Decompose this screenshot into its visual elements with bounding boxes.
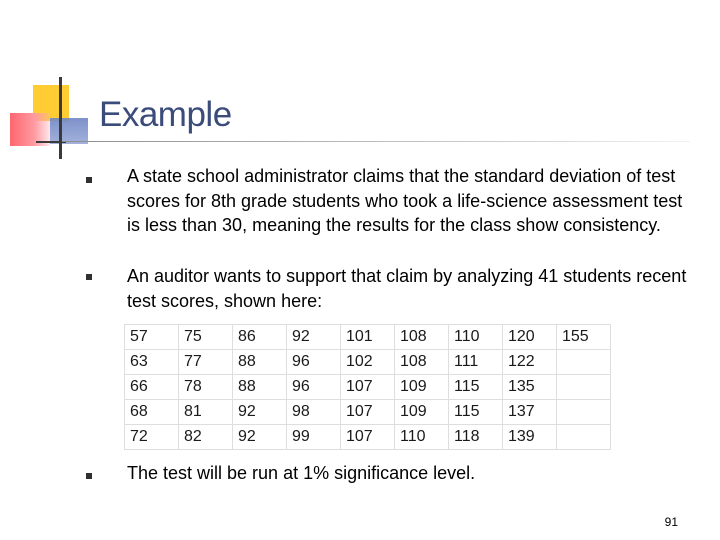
table-row xyxy=(125,325,611,350)
table-cell: 107 xyxy=(341,400,395,425)
table-row xyxy=(125,400,611,425)
table-cell: 137 xyxy=(503,400,557,425)
table-cell xyxy=(557,350,611,375)
table-cell: 122 xyxy=(503,350,557,375)
table-cell: 107 xyxy=(341,375,395,400)
table-cell: 86 xyxy=(233,325,287,350)
table-cell: 107 xyxy=(341,425,395,450)
slide-title: Example xyxy=(99,95,232,134)
table-cell: 57 xyxy=(125,325,179,350)
logo-vertical-line xyxy=(59,77,62,159)
table-cell: 120 xyxy=(503,325,557,350)
title-underline xyxy=(62,141,690,142)
table-cell: 88 xyxy=(233,350,287,375)
table-cell: 92 xyxy=(233,425,287,450)
table-row xyxy=(125,425,611,450)
bullet-square-icon xyxy=(86,473,92,479)
table-cell: 135 xyxy=(503,375,557,400)
table-cell: 108 xyxy=(395,350,449,375)
table-cell: 82 xyxy=(179,425,233,450)
table-cell: 110 xyxy=(395,425,449,450)
table-cell: 78 xyxy=(179,375,233,400)
bullet-square-icon xyxy=(86,177,92,183)
table-cell: 101 xyxy=(341,325,395,350)
table-cell: 88 xyxy=(233,375,287,400)
table-cell: 99 xyxy=(287,425,341,450)
table-cell xyxy=(557,375,611,400)
slide-logo-decoration xyxy=(0,0,110,170)
table-cell: 81 xyxy=(179,400,233,425)
bullet-square-icon xyxy=(86,274,92,280)
table-cell: 68 xyxy=(125,400,179,425)
table-cell: 96 xyxy=(287,375,341,400)
slide-number: 91 xyxy=(664,515,678,529)
bullet-auditor: An auditor wants to support that claim by analyzing 41 students recent test scores, shown here: xyxy=(127,266,687,311)
table-cell: 118 xyxy=(449,425,503,450)
test-scores-table xyxy=(124,324,611,450)
table-cell: 115 xyxy=(449,375,503,400)
table-cell: 66 xyxy=(125,375,179,400)
table-cell: 108 xyxy=(395,325,449,350)
table-cell: 109 xyxy=(395,375,449,400)
table-cell: 102 xyxy=(341,350,395,375)
table-cell xyxy=(557,425,611,450)
table-cell: 98 xyxy=(287,400,341,425)
test-scores-body xyxy=(125,325,611,450)
bullet-claim: A state school administrator claims that the standard deviation of test scores for 8th grade students who took a life-science assessment test is less than 30, meaning the results for the class show consistency. xyxy=(127,166,683,235)
table-cell: 75 xyxy=(179,325,233,350)
table-cell: 63 xyxy=(125,350,179,375)
table-row xyxy=(125,350,611,375)
table-cell: 77 xyxy=(179,350,233,375)
table-cell: 109 xyxy=(395,400,449,425)
table-row xyxy=(125,375,611,400)
table-cell: 139 xyxy=(503,425,557,450)
table-cell: 72 xyxy=(125,425,179,450)
table-cell xyxy=(557,400,611,425)
table-cell: 110 xyxy=(449,325,503,350)
table-cell: 92 xyxy=(233,400,287,425)
table-cell: 111 xyxy=(449,350,503,375)
table-cell: 155 xyxy=(557,325,611,350)
table-cell: 92 xyxy=(287,325,341,350)
table-cell: 96 xyxy=(287,350,341,375)
table-cell: 115 xyxy=(449,400,503,425)
bullet-significance: The test will be run at 1% significance level. xyxy=(127,463,476,483)
